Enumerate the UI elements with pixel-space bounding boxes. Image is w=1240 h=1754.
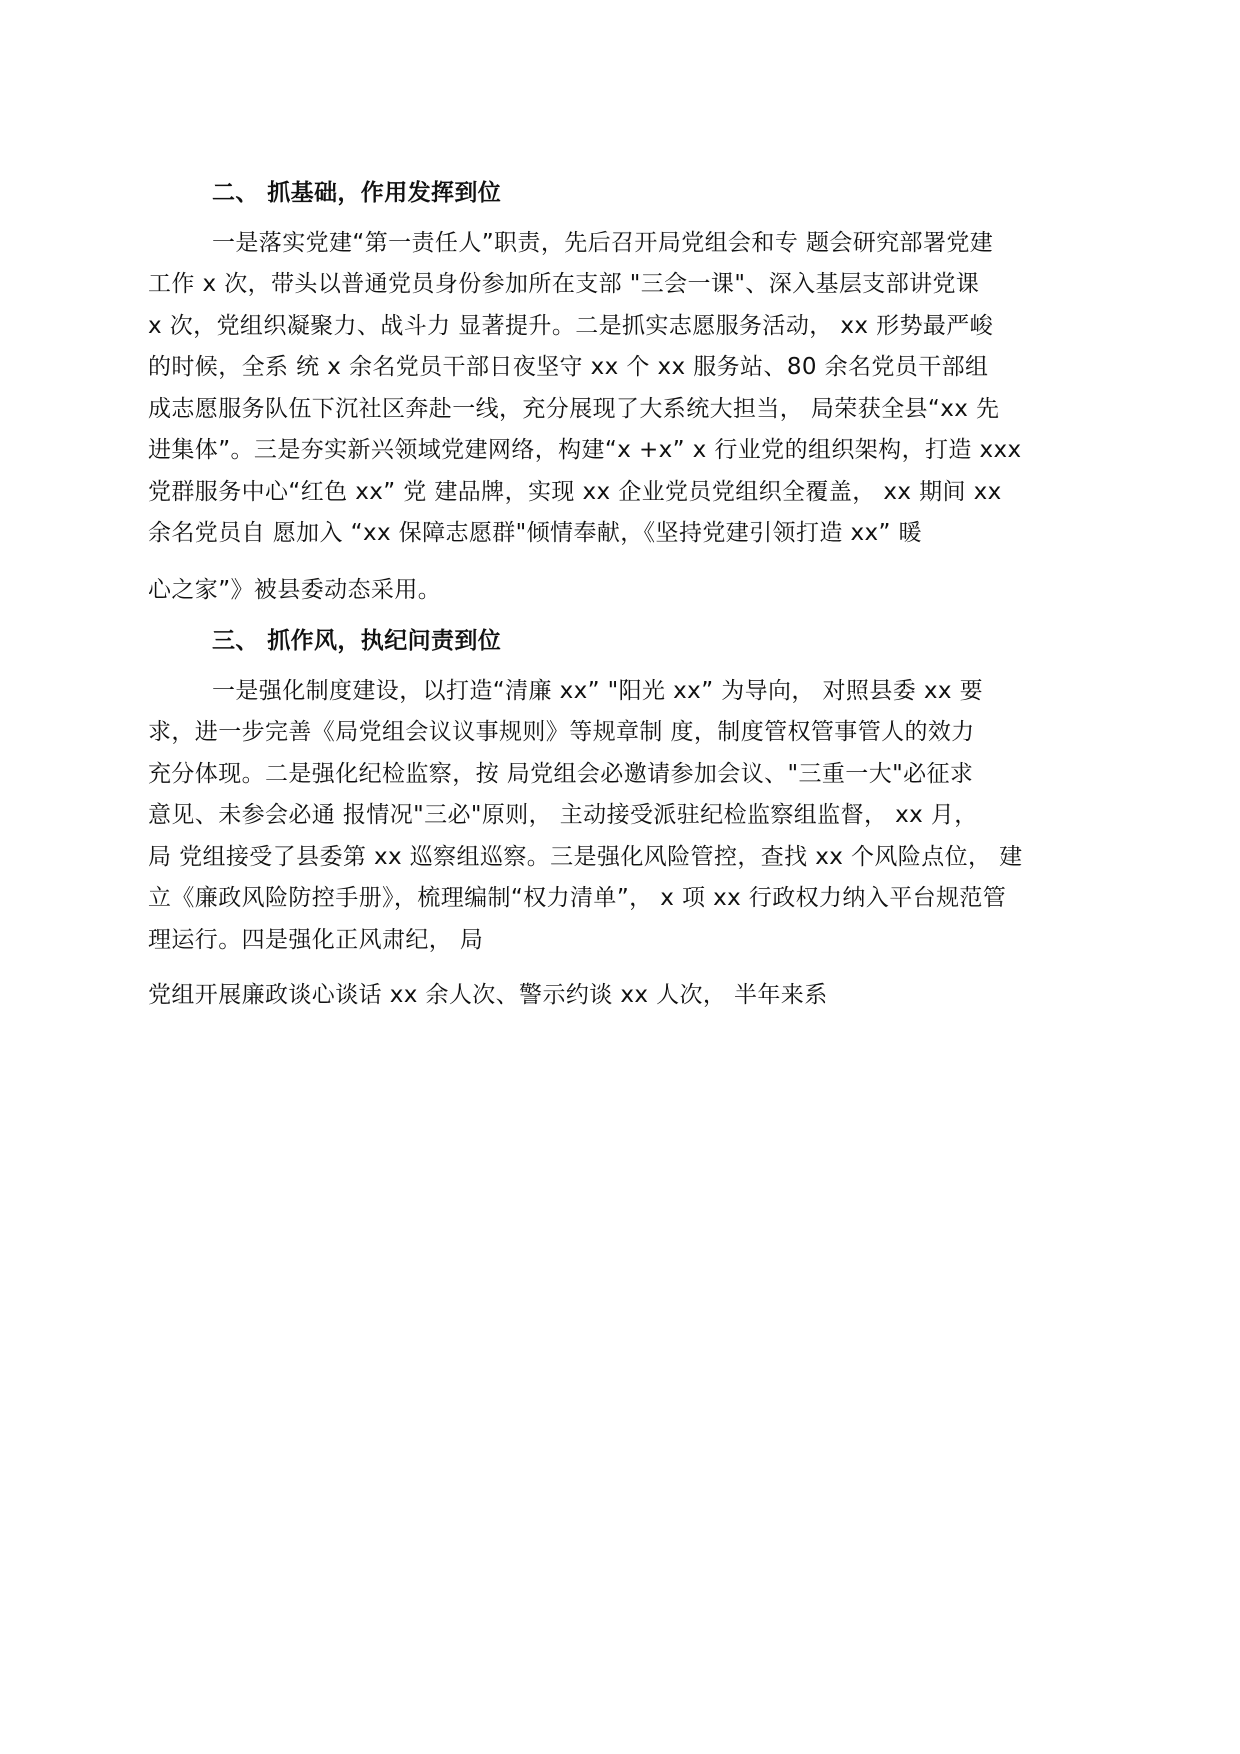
section-3-line-1: 一是强化制度建设，以打造“清廉 xx” "阳光 xx” 为导向， 对照县委 xx 要 xyxy=(212,678,983,704)
section-2-line-1: 一是落实党建“第一责任人”职责，先后召开局党组会和专 题会研究部署党建 xyxy=(212,230,994,256)
section-2-line-8: 余名党员自 愿加入 “xx 保障志愿群"倾情奉献，《坚持党建引领打造 xx” 暖 xyxy=(148,520,922,546)
section-3-line-4: 意见、未参会必通 报情况"三必"原则， 主动接受派驻纪检监察组监督， xx 月， xyxy=(148,802,978,828)
section-3-heading: 三、 抓作风，执纪问责到位 xyxy=(212,628,502,654)
section-2-heading: 二、 抓基础，作用发挥到位 xyxy=(212,180,502,206)
section-2-line-6: 进集体”。三是夯实新兴领域党建网络，构建“x +x” x 行业党的组织架构，打造 xxx xyxy=(148,437,1022,463)
section-3-line-6: 立《廉政风险防控手册》，梳理编制“权力清单”， x 项 xx 行政权力纳入平台规范管 xyxy=(148,885,1007,911)
section-3-line-2: 求，进一步完善《局党组会议议事规则》等规章制 度，制度管权管事管人的效力 xyxy=(148,719,975,745)
section-2-line-2: 工作 x 次，带头以普通党员身份参加所在支部 "三会一课"、深入基层支部讲党课 xyxy=(148,271,980,297)
section-2-line-3: x 次，党组织凝聚力、战斗力 显著提升。二是抓实志愿服务活动， xx 形势最严峻 xyxy=(148,313,994,339)
section-3-line-3: 充分体现。二是强化纪检监察，按 局党组会必邀请参加会议、"三重一大"必征求 xyxy=(148,761,974,787)
section-3-tail-line: 党组开展廉政谈心谈话 xx 余人次、警示约谈 xx 人次， 半年来系 xyxy=(148,982,828,1008)
section-3-line-7: 理运行。四是强化正风肃纪， 局 xyxy=(148,927,484,953)
section-2-line-5: 成志愿服务队伍下沉社区奔赴一线，充分展现了大系统大担当， 局荣获全县“xx 先 xyxy=(148,396,1000,422)
section-2-line-7: 党群服务中心“红色 xx” 党 建品牌，实现 xx 企业党员党组织全覆盖， xx 期间 xx xyxy=(148,479,1002,505)
section-2-line-4: 的时候，全系 统 x 余名党员干部日夜坚守 xx 个 xx 服务站、80 余名党员干部组 xyxy=(148,354,989,380)
section-2-tail-line: 心之家”》被县委动态采用。 xyxy=(148,577,442,603)
section-3-line-5: 局 党组接受了县委第 xx 巡察组巡察。三是强化风险管控，查找 xx 个风险点位， 建 xyxy=(148,844,1023,870)
